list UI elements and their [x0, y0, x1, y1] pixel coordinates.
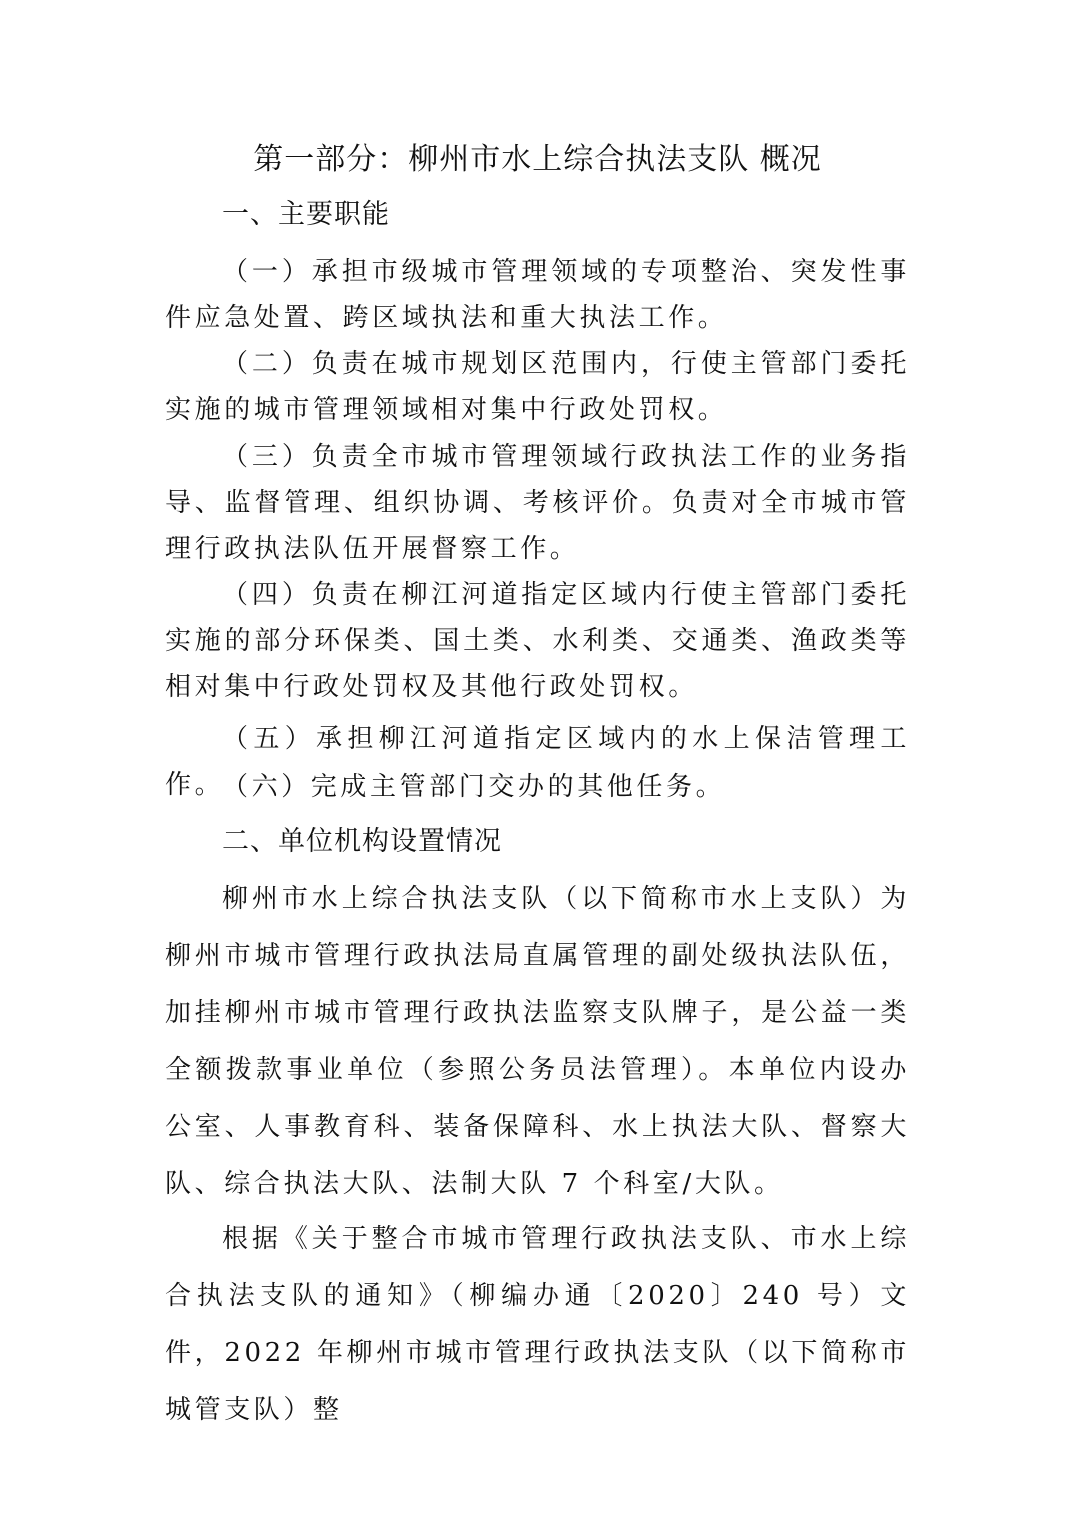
section-heading-main-functions: 一、主要职能: [222, 199, 390, 230]
function-item-2: （二）负责在城市规划区范围内，行使主管部门委托实施的城市管理领域相对集中行政处罚权。: [165, 349, 910, 425]
function-item-3: （三）负责全市城市管理领域行政执法工作的业务指导、监督管理、组织协调、考核评价。负责对全市城市管理行政执法队伍开展督察工作。: [165, 442, 910, 564]
function-item-5: （五）承担柳江河道指定区域内的水上保洁管理工作。: [165, 724, 910, 800]
organization-paragraph: 柳州市水上综合执法支队（以下简称市水上支队）为柳州市城市管理行政执法局直属管理的副处级执法队伍，加挂柳州市城市管理行政执法监察支队牌子，是公益一类全额拨款事业单位（参照公务员法管理）。本单位内设办公室、人事教育科、装备保障科、水上执法大队、督察大队、综合执法大队、法制大队 7 个科室/大队。: [165, 884, 910, 1199]
function-item-4: （四）负责在柳江河道指定区域内行使主管部门委托实施的部分环保类、国土类、水利类、交通类、渔政类等相对集中行政处罚权及其他行政处罚权。: [165, 580, 910, 702]
function-item-1: （一）承担市级城市管理领域的专项整治、突发性事件应急处置、跨区域执法和重大执法工作。: [165, 257, 910, 333]
function-item-6: （六）完成主管部门交办的其他任务。: [222, 772, 726, 802]
integration-paragraph: 根据《关于整合市城市管理行政执法支队、市水上综合执法支队的通知》（柳编办通〔2020〕240 号）文件，2022 年柳州市城市管理行政执法支队（以下简称市城管支队）整: [165, 1224, 910, 1425]
section-heading-organization: 二、单位机构设置情况: [222, 826, 502, 857]
document-title: 第一部分：柳州市水上综合执法支队 概况: [253, 142, 822, 177]
